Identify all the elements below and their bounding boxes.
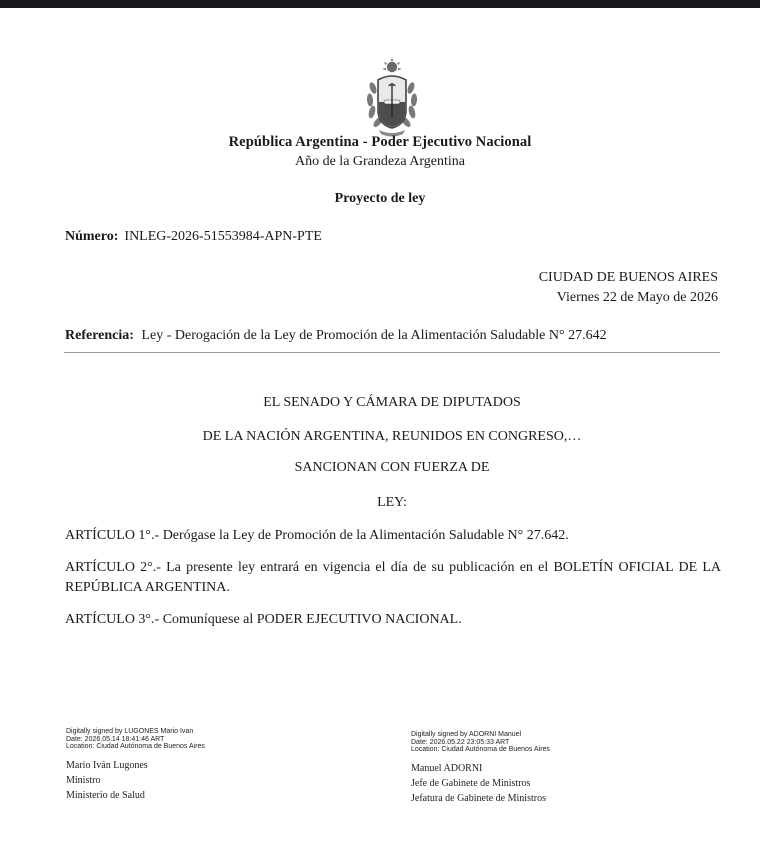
signature-block [411, 731, 550, 806]
signer-role: Jefe de Gabinete de Ministros [411, 777, 531, 789]
signer-details [66, 758, 205, 803]
signer-office: Jefatura de Gabinete de Ministros [411, 792, 546, 804]
document-number [65, 229, 322, 245]
city: CIUDAD DE BUENOS AIRES [538, 270, 718, 285]
document-number-label: Número: [65, 229, 119, 244]
year-motto: Año de la Grandeza Argentina [294, 154, 465, 169]
signer-name: Manuel ADORNI [411, 762, 483, 774]
article-2: ARTÍCULO 2°.- La presente ley entrará en vigencia el día de su publicación en el BOLETÍN OFICIAL DE LA REPÚBLICA ARGENTINA. [65, 560, 721, 595]
document-page [0, 8, 760, 868]
document-type: Proyecto de ley [334, 191, 426, 206]
coat-of-arms-icon [364, 58, 420, 142]
signature-signed-by: Digitally signed by ADORNI Manuel [411, 731, 522, 738]
document-number-value: INLEG-2026-51553984-APN-PTE [124, 229, 322, 244]
signer-role: Ministro [66, 774, 101, 786]
signer-name: Mario Iván Lugones [66, 759, 148, 771]
reference [65, 328, 607, 344]
signature-block [66, 728, 205, 803]
signature-location: Location: Ciudad Autónoma de Buenos Aires [411, 746, 550, 753]
preamble-line-2: DE LA NACIÓN ARGENTINA, REUNIDOS EN CONGRESO,… [202, 429, 582, 444]
signature-location: Location: Ciudad Autónoma de Buenos Aires [66, 743, 205, 750]
government-header: República Argentina - Poder Ejecutivo Nacional [228, 134, 532, 150]
preamble-line-1: EL SENADO Y CÁMARA DE DIPUTADOS [263, 395, 521, 410]
preamble-line-3: SANCIONAN CON FUERZA DE [294, 460, 490, 475]
signer-details [411, 761, 550, 806]
divider [64, 352, 720, 353]
signature-date: Date: 2026.05.14 18:41:46 ART [66, 735, 165, 743]
signature-signed-by: Digitally signed by LUGONES Mario Ivan [66, 728, 194, 735]
article-1: ARTÍCULO 1°.- Derógase la Ley de Promoción de la Alimentación Saludable N° 27.642. [65, 528, 569, 543]
reference-value: Ley - Derogación de la Ley de Promoción de la Alimentación Saludable N° 27.642 [141, 328, 607, 343]
article-3: ARTÍCULO 3°.- Comuníquese al PODER EJECUTIVO NACIONAL. [65, 612, 462, 627]
document-date: Viernes 22 de Mayo de 2026 [556, 290, 718, 305]
signature-date: Date: 2026.05.22 23:05:33 ART [411, 738, 510, 746]
window-top-bar [0, 0, 760, 8]
reference-label: Referencia: [65, 328, 134, 343]
preamble-line-4: LEY: [377, 495, 407, 510]
signer-office: Ministerio de Salud [66, 789, 145, 801]
